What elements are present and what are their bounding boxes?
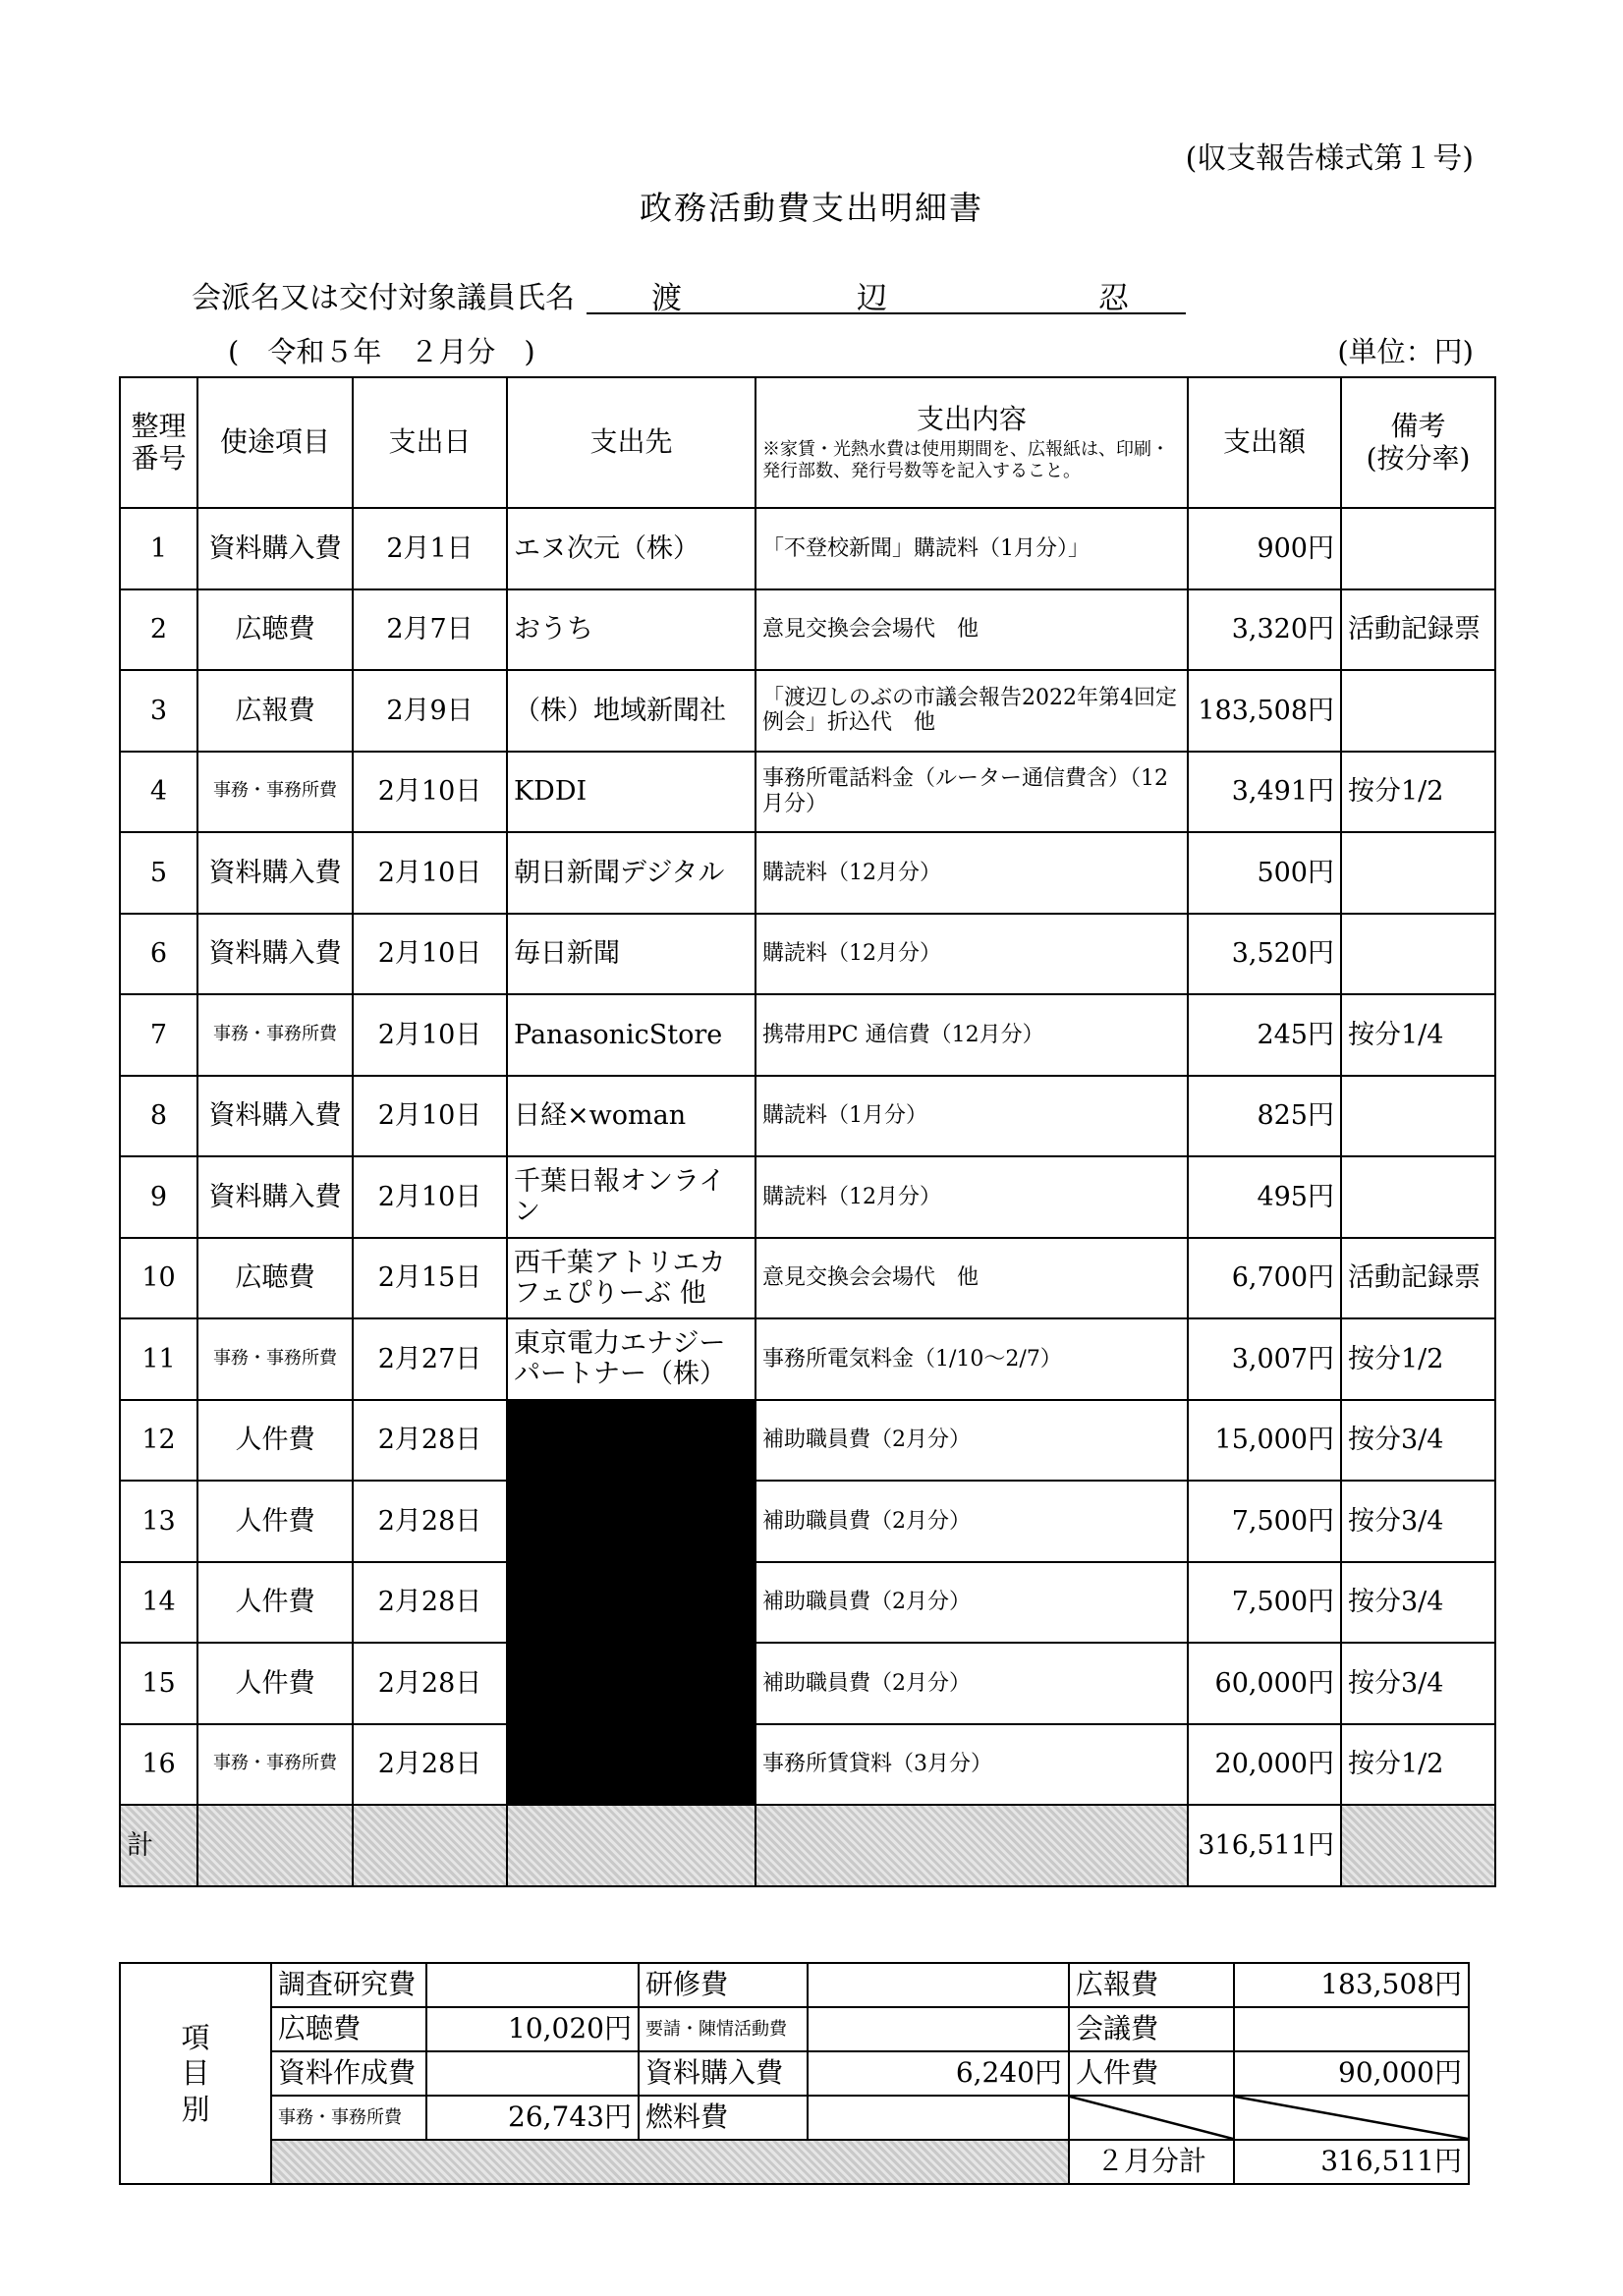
row-remarks: 活動記録票 [1341, 1238, 1495, 1319]
table-row [120, 1643, 1495, 1724]
row-remarks: 按分3/4 [1341, 1643, 1495, 1724]
row-payee: KDDI [507, 752, 756, 833]
row-no: 16 [120, 1724, 197, 1806]
total-filler [353, 1805, 507, 1886]
row-remarks [1341, 1076, 1495, 1157]
row-payee [507, 1724, 756, 1806]
row-amount: 20,000円 [1188, 1724, 1341, 1806]
row-content: 購読料（12月分） [756, 832, 1188, 914]
row-category: 事務・事務所費 [197, 994, 353, 1076]
row-remarks: 按分3/4 [1341, 1562, 1495, 1644]
row-content: 補助職員費（2月分） [756, 1643, 1188, 1724]
row-payee: おうち [507, 589, 756, 671]
row-category: 人件費 [197, 1481, 353, 1562]
row-amount: 3,520円 [1188, 914, 1341, 995]
summary-value: 90,000円 [1234, 2051, 1469, 2096]
row-category: 資料購入費 [197, 914, 353, 995]
row-date: 2月28日 [353, 1481, 507, 1562]
row-payee: エヌ次元（株） [507, 508, 756, 589]
summary-value [808, 1963, 1069, 2007]
row-remarks: 按分1/2 [1341, 752, 1495, 833]
row-amount: 825円 [1188, 1076, 1341, 1157]
row-payee: 東京電力エナジーパートナー（株） [507, 1318, 756, 1400]
row-content: 「渡辺しのぶの市議会報告2022年第4回定例会」折込代 他 [756, 670, 1188, 752]
table-row [120, 914, 1495, 995]
table-row [120, 589, 1495, 671]
summary-label: 要請・陳情活動費 [639, 2007, 808, 2051]
row-amount: 60,000円 [1188, 1643, 1341, 1724]
table-row [120, 1400, 1495, 1482]
row-no: 3 [120, 670, 197, 752]
row-content: 購読料（12月分） [756, 1156, 1188, 1238]
table-row [120, 1238, 1495, 1319]
row-payee [507, 1643, 756, 1724]
row-payee: 千葉日報オンライン [507, 1156, 756, 1238]
table-row [120, 994, 1495, 1076]
row-remarks [1341, 670, 1495, 752]
row-amount: 183,508円 [1188, 670, 1341, 752]
member-name-label: 会派名又は交付対象議員氏名 [192, 281, 575, 315]
row-amount: 3,007円 [1188, 1318, 1341, 1400]
header-payee: 支出先 [507, 377, 756, 508]
row-remarks: 按分3/4 [1341, 1481, 1495, 1562]
table-row [120, 1724, 1495, 1806]
document-title: 政務活動費支出明細書 [640, 189, 983, 227]
table-row [120, 1156, 1495, 1238]
row-date: 2月7日 [353, 589, 507, 671]
row-remarks: 按分1/2 [1341, 1724, 1495, 1806]
row-payee: 日経×woman [507, 1076, 756, 1157]
row-amount: 6,700円 [1188, 1238, 1341, 1319]
header-remarks: 備考 (按分率) [1341, 377, 1495, 508]
row-remarks: 活動記録票 [1341, 589, 1495, 671]
table-row [120, 1076, 1495, 1157]
total-amount: 316,511円 [1188, 1805, 1341, 1886]
row-no: 13 [120, 1481, 197, 1562]
total-filler [1341, 1805, 1495, 1886]
row-category: 資料購入費 [197, 832, 353, 914]
row-date: 2月28日 [353, 1643, 507, 1724]
row-remarks: 按分3/4 [1341, 1400, 1495, 1482]
month-total-value: 316,511円 [1234, 2140, 1469, 2184]
row-category: 事務・事務所費 [197, 1724, 353, 1806]
row-date: 2月27日 [353, 1318, 507, 1400]
currency-unit: (単位：円) [1337, 335, 1474, 368]
report-period: ( 令和５年 ２月分 ) [228, 335, 535, 368]
row-no: 14 [120, 1562, 197, 1644]
row-no: 7 [120, 994, 197, 1076]
summary-diagonal-cell [1234, 2096, 1469, 2140]
row-date: 2月10日 [353, 914, 507, 995]
header-category: 使途項目 [197, 377, 353, 508]
row-amount: 900円 [1188, 508, 1341, 589]
summary-label: 事務・事務所費 [271, 2096, 426, 2140]
total-filler [507, 1805, 756, 1886]
table-row [120, 1562, 1495, 1644]
category-summary-table [119, 1962, 1470, 2185]
row-no: 5 [120, 832, 197, 914]
summary-value [1234, 2007, 1469, 2051]
row-content: 「不登校新聞」購読料（1月分）」 [756, 508, 1188, 589]
row-payee [507, 1400, 756, 1482]
row-no: 4 [120, 752, 197, 833]
summary-label: 広報費 [1069, 1963, 1234, 2007]
summary-value: 10,020円 [426, 2007, 639, 2051]
table-row [120, 832, 1495, 914]
summary-label: 資料購入費 [639, 2051, 808, 2096]
row-no: 12 [120, 1400, 197, 1482]
row-amount: 500円 [1188, 832, 1341, 914]
summary-label: 会議費 [1069, 2007, 1234, 2051]
table-header-row [120, 377, 1495, 508]
row-remarks [1341, 508, 1495, 589]
row-content: 意見交換会会場代 他 [756, 1238, 1188, 1319]
row-category: 広報費 [197, 670, 353, 752]
summary-label: 広聴費 [271, 2007, 426, 2051]
summary-label: 調査研究費 [271, 1963, 426, 2007]
header-content [756, 377, 1188, 508]
member-name-char-1: 渡 [651, 281, 682, 316]
row-content: 補助職員費（2月分） [756, 1562, 1188, 1644]
table-row [120, 752, 1495, 833]
row-amount: 15,000円 [1188, 1400, 1341, 1482]
row-category: 人件費 [197, 1562, 353, 1644]
row-content: 事務所電話料金（ルーター通信費含）（12月分） [756, 752, 1188, 833]
row-category: 資料購入費 [197, 508, 353, 589]
row-no: 15 [120, 1643, 197, 1724]
row-date: 2月28日 [353, 1400, 507, 1482]
table-row [120, 670, 1495, 752]
row-no: 10 [120, 1238, 197, 1319]
row-date: 2月9日 [353, 670, 507, 752]
row-date: 2月10日 [353, 1156, 507, 1238]
member-name-char-3: 忍 [1098, 281, 1129, 316]
row-content: 補助職員費（2月分） [756, 1400, 1188, 1482]
row-content: 購読料（1月分） [756, 1076, 1188, 1157]
row-remarks [1341, 832, 1495, 914]
row-amount: 7,500円 [1188, 1562, 1341, 1644]
expense-table [119, 376, 1496, 1887]
row-payee: PanasonicStore [507, 994, 756, 1076]
row-date: 2月10日 [353, 752, 507, 833]
summary-diagonal-cell [1069, 2096, 1234, 2140]
summary-value: 6,240円 [808, 2051, 1069, 2096]
row-no: 6 [120, 914, 197, 995]
row-date: 2月1日 [353, 508, 507, 589]
summary-label: 資料作成費 [271, 2051, 426, 2096]
row-content: 携帯用PC 通信費（12月分） [756, 994, 1188, 1076]
row-amount: 245円 [1188, 994, 1341, 1076]
summary-value [808, 2007, 1069, 2051]
header-date: 支出日 [353, 377, 507, 508]
summary-value [426, 1963, 639, 2007]
row-no: 1 [120, 508, 197, 589]
summary-label: 人件費 [1069, 2051, 1234, 2096]
row-remarks [1341, 1156, 1495, 1238]
row-category: 事務・事務所費 [197, 1318, 353, 1400]
row-payee: 朝日新聞デジタル [507, 832, 756, 914]
header-content-note: ※家賃・光熱水費は使用期間を、広報紙は、印刷・発行部数、発行号数等を記入すること。 [762, 439, 1169, 481]
row-no: 11 [120, 1318, 197, 1400]
total-filler [197, 1805, 353, 1886]
row-date: 2月15日 [353, 1238, 507, 1319]
row-category: 資料購入費 [197, 1156, 353, 1238]
total-row [120, 1805, 1495, 1886]
header-content-label: 支出内容 [916, 402, 1027, 435]
row-remarks [1341, 914, 1495, 995]
row-date: 2月10日 [353, 832, 507, 914]
row-no: 9 [120, 1156, 197, 1238]
row-payee [507, 1562, 756, 1644]
row-category: 人件費 [197, 1400, 353, 1482]
row-date: 2月28日 [353, 1724, 507, 1806]
summary-value: 183,508円 [1234, 1963, 1469, 2007]
row-amount: 7,500円 [1188, 1481, 1341, 1562]
row-content: 事務所賃貸料（3月分） [756, 1724, 1188, 1806]
row-payee: 毎日新聞 [507, 914, 756, 995]
header-amount: 支出額 [1188, 377, 1341, 508]
total-filler [756, 1805, 1188, 1886]
row-category: 広聴費 [197, 589, 353, 671]
summary-value: 26,743円 [426, 2096, 639, 2140]
row-amount: 3,491円 [1188, 752, 1341, 833]
row-category: 広聴費 [197, 1238, 353, 1319]
row-content: 意見交換会会場代 他 [756, 589, 1188, 671]
row-payee: （株）地域新聞社 [507, 670, 756, 752]
form-number: (収支報告様式第１号) [1185, 141, 1474, 176]
row-date: 2月28日 [353, 1562, 507, 1644]
summary-label: 研修費 [639, 1963, 808, 2007]
total-label: 計 [120, 1805, 197, 1886]
row-date: 2月10日 [353, 1076, 507, 1157]
summary-filler [271, 2140, 1069, 2184]
row-category: 人件費 [197, 1643, 353, 1724]
table-row [120, 508, 1495, 589]
table-row [120, 1318, 1495, 1400]
row-no: 2 [120, 589, 197, 671]
summary-value [808, 2096, 1069, 2140]
header-no: 整理 番号 [120, 377, 197, 508]
member-name-char-2: 辺 [857, 281, 887, 316]
row-payee [507, 1481, 756, 1562]
row-content: 補助職員費（2月分） [756, 1481, 1188, 1562]
row-content: 購読料（12月分） [756, 914, 1188, 995]
summary-side-label: 項 目 別 [120, 1963, 271, 2184]
row-amount: 495円 [1188, 1156, 1341, 1238]
row-remarks: 按分1/4 [1341, 994, 1495, 1076]
table-row [120, 1481, 1495, 1562]
row-date: 2月10日 [353, 994, 507, 1076]
row-remarks: 按分1/2 [1341, 1318, 1495, 1400]
row-content: 事務所電気料金（1/10～2/7） [756, 1318, 1188, 1400]
row-amount: 3,320円 [1188, 589, 1341, 671]
month-total-label: ２月分計 [1069, 2140, 1234, 2184]
summary-label: 燃料費 [639, 2096, 808, 2140]
summary-value [426, 2051, 639, 2096]
row-no: 8 [120, 1076, 197, 1157]
row-payee: 西千葉アトリエカフェぴりーぶ 他 [507, 1238, 756, 1319]
row-category: 資料購入費 [197, 1076, 353, 1157]
row-category: 事務・事務所費 [197, 752, 353, 833]
